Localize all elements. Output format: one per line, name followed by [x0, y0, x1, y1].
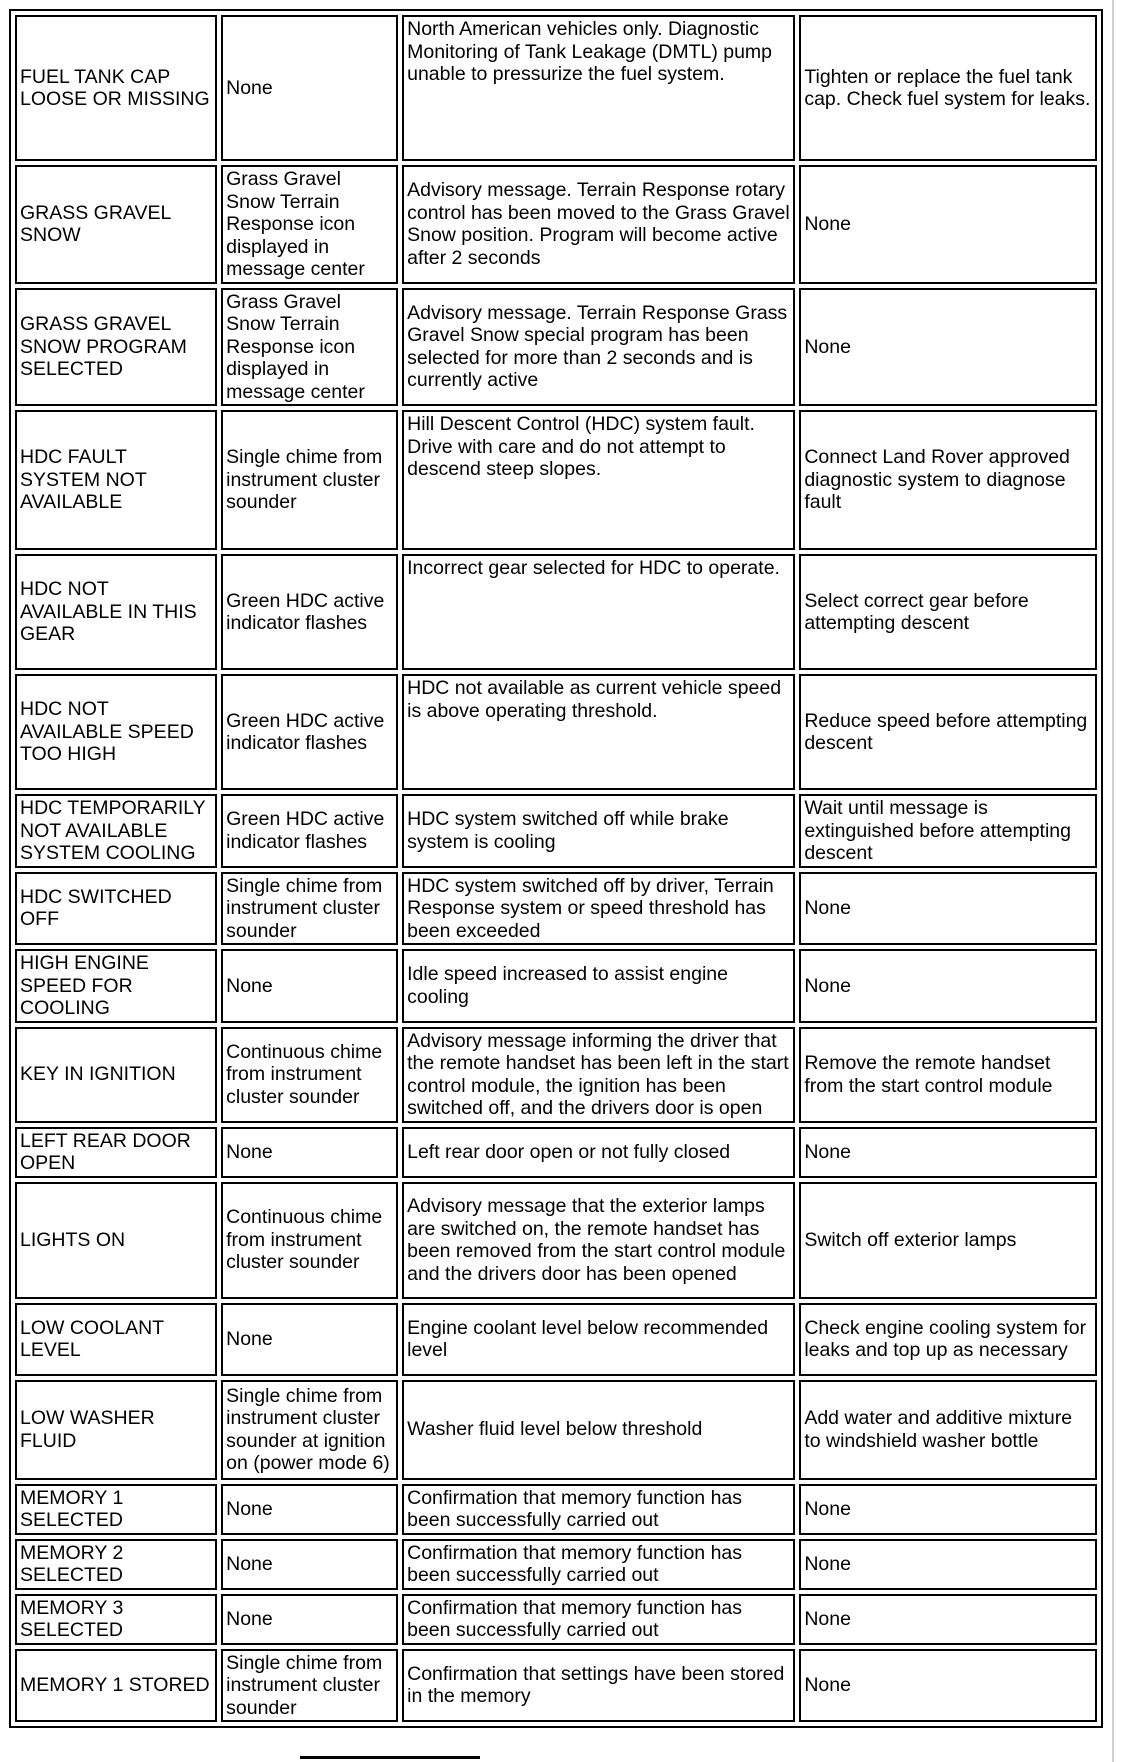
action-cell: Add water and additive mixture to windshield washer bottle	[799, 1380, 1097, 1480]
table-row	[15, 410, 1097, 550]
alert-cell: None	[221, 1594, 398, 1645]
alert-cell: None	[221, 1484, 398, 1535]
alert-cell: Green HDC active indicator flashes	[221, 794, 398, 868]
action-cell: None	[799, 1127, 1097, 1178]
scrollbar-track[interactable]	[1112, 0, 1114, 1762]
action-cell: None	[799, 165, 1097, 284]
message-cell: HDC TEMPORARILY NOT AVAILABLE SYSTEM COOLING	[15, 794, 217, 868]
description-cell: North American vehicles only. Diagnostic Monitoring of Tank Leakage (DMTL) pump unable to pressurize the fuel system.	[402, 15, 795, 161]
description-cell: HDC not available as current vehicle speed is above operating threshold.	[402, 674, 795, 790]
table-row	[15, 554, 1097, 670]
table-row	[15, 15, 1097, 161]
table-row	[15, 872, 1097, 946]
table-row	[15, 1539, 1097, 1590]
alert-cell: Continuous chime from instrument cluster sounder	[221, 1182, 398, 1299]
alert-cell: Single chime from instrument cluster sounder	[221, 410, 398, 550]
message-cell: HDC FAULT SYSTEM NOT AVAILABLE	[15, 410, 217, 550]
action-cell: None	[799, 288, 1097, 407]
message-cell: LIGHTS ON	[15, 1182, 217, 1299]
action-cell: Remove the remote handset from the start control module	[799, 1027, 1097, 1123]
action-cell: Check engine cooling system for leaks and top up as necessary	[799, 1303, 1097, 1376]
description-cell: Hill Descent Control (HDC) system fault. Drive with care and do not attempt to descend steep slopes.	[402, 410, 795, 550]
table-row	[15, 949, 1097, 1023]
table-row	[15, 1303, 1097, 1376]
action-cell: None	[799, 1539, 1097, 1590]
description-cell: Engine coolant level below recommended level	[402, 1303, 795, 1376]
alert-cell: None	[221, 1127, 398, 1178]
message-cell: HDC SWITCHED OFF	[15, 872, 217, 946]
alert-cell: Continuous chime from instrument cluster sounder	[221, 1027, 398, 1123]
alert-cell: Grass Gravel Snow Terrain Response icon displayed in message center	[221, 165, 398, 284]
table-row	[15, 794, 1097, 868]
table-row	[15, 1649, 1097, 1723]
action-cell: Tighten or replace the fuel tank cap. Check fuel system for leaks.	[799, 15, 1097, 161]
message-cell: MEMORY 1 STORED	[15, 1649, 217, 1723]
alert-cell: Grass Gravel Snow Terrain Response icon displayed in message center	[221, 288, 398, 407]
action-cell: None	[799, 1484, 1097, 1535]
description-cell: Idle speed increased to assist engine cooling	[402, 949, 795, 1023]
action-cell: Reduce speed before attempting descent	[799, 674, 1097, 790]
table-row	[15, 1027, 1097, 1123]
alert-cell: None	[221, 949, 398, 1023]
message-cell: GRASS GRAVEL SNOW	[15, 165, 217, 284]
alert-cell: Single chime from instrument cluster sounder at ignition on (power mode 6)	[221, 1380, 398, 1480]
message-cell: HDC NOT AVAILABLE SPEED TOO HIGH	[15, 674, 217, 790]
description-cell: HDC system switched off by driver, Terrain Response system or speed threshold has been exceeded	[402, 872, 795, 946]
message-cell: LEFT REAR DOOR OPEN	[15, 1127, 217, 1178]
description-cell: Advisory message. Terrain Response rotary control has been moved to the Grass Gravel Snow position. Program will become active after 2 seconds	[402, 165, 795, 284]
action-cell: None	[799, 1649, 1097, 1723]
action-cell: Select correct gear before attempting descent	[799, 554, 1097, 670]
message-cell: MEMORY 3 SELECTED	[15, 1594, 217, 1645]
message-cell: FUEL TANK CAP LOOSE OR MISSING	[15, 15, 217, 161]
alert-cell: None	[221, 1539, 398, 1590]
description-cell: Confirmation that memory function has been successfully carried out	[402, 1539, 795, 1590]
message-cell: LOW COOLANT LEVEL	[15, 1303, 217, 1376]
table-row	[15, 1484, 1097, 1535]
alert-cell: Green HDC active indicator flashes	[221, 554, 398, 670]
description-cell: Incorrect gear selected for HDC to operate.	[402, 554, 795, 670]
alert-cell: None	[221, 15, 398, 161]
message-cell: LOW WASHER FLUID	[15, 1380, 217, 1480]
table-row	[15, 165, 1097, 284]
message-cell: HDC NOT AVAILABLE IN THIS GEAR	[15, 554, 217, 670]
action-cell: Connect Land Rover approved diagnostic system to diagnose fault	[799, 410, 1097, 550]
description-cell: Confirmation that memory function has been successfully carried out	[402, 1594, 795, 1645]
action-cell: None	[799, 1594, 1097, 1645]
message-cell: HIGH ENGINE SPEED FOR COOLING	[15, 949, 217, 1023]
action-cell: Switch off exterior lamps	[799, 1182, 1097, 1299]
action-cell: None	[799, 949, 1097, 1023]
description-cell: Advisory message. Terrain Response Grass Gravel Snow special program has been selected for more than 2 seconds and is currently active	[402, 288, 795, 407]
description-cell: Washer fluid level below threshold	[402, 1380, 795, 1480]
description-cell: Confirmation that settings have been stored in the memory	[402, 1649, 795, 1723]
message-cell: MEMORY 2 SELECTED	[15, 1539, 217, 1590]
alert-cell: Single chime from instrument cluster sounder	[221, 872, 398, 946]
description-cell: HDC system switched off while brake system is cooling	[402, 794, 795, 868]
alert-cell: Green HDC active indicator flashes	[221, 674, 398, 790]
action-cell: Wait until message is extinguished before attempting descent	[799, 794, 1097, 868]
action-cell: None	[799, 872, 1097, 946]
table-row	[15, 1594, 1097, 1645]
message-center-table	[9, 9, 1103, 1728]
message-cell: MEMORY 1 SELECTED	[15, 1484, 217, 1535]
table-row	[15, 674, 1097, 790]
table-row	[15, 1127, 1097, 1178]
message-cell: KEY IN IGNITION	[15, 1027, 217, 1123]
alert-cell: None	[221, 1303, 398, 1376]
description-cell: Advisory message informing the driver that the remote handset has been left in the start control module, the ignition has been switched off, and the drivers door is open	[402, 1027, 795, 1123]
message-cell: GRASS GRAVEL SNOW PROGRAM SELECTED	[15, 288, 217, 407]
description-cell: Confirmation that memory function has been successfully carried out	[402, 1484, 795, 1535]
page-divider	[300, 1756, 480, 1759]
description-cell: Advisory message that the exterior lamps are switched on, the remote handset has been removed from the start control module and the drivers door has been opened	[402, 1182, 795, 1299]
alert-cell: Single chime from instrument cluster sounder	[221, 1649, 398, 1723]
table-row	[15, 288, 1097, 407]
table-row	[15, 1182, 1097, 1299]
description-cell: Left rear door open or not fully closed	[402, 1127, 795, 1178]
table-row	[15, 1380, 1097, 1480]
